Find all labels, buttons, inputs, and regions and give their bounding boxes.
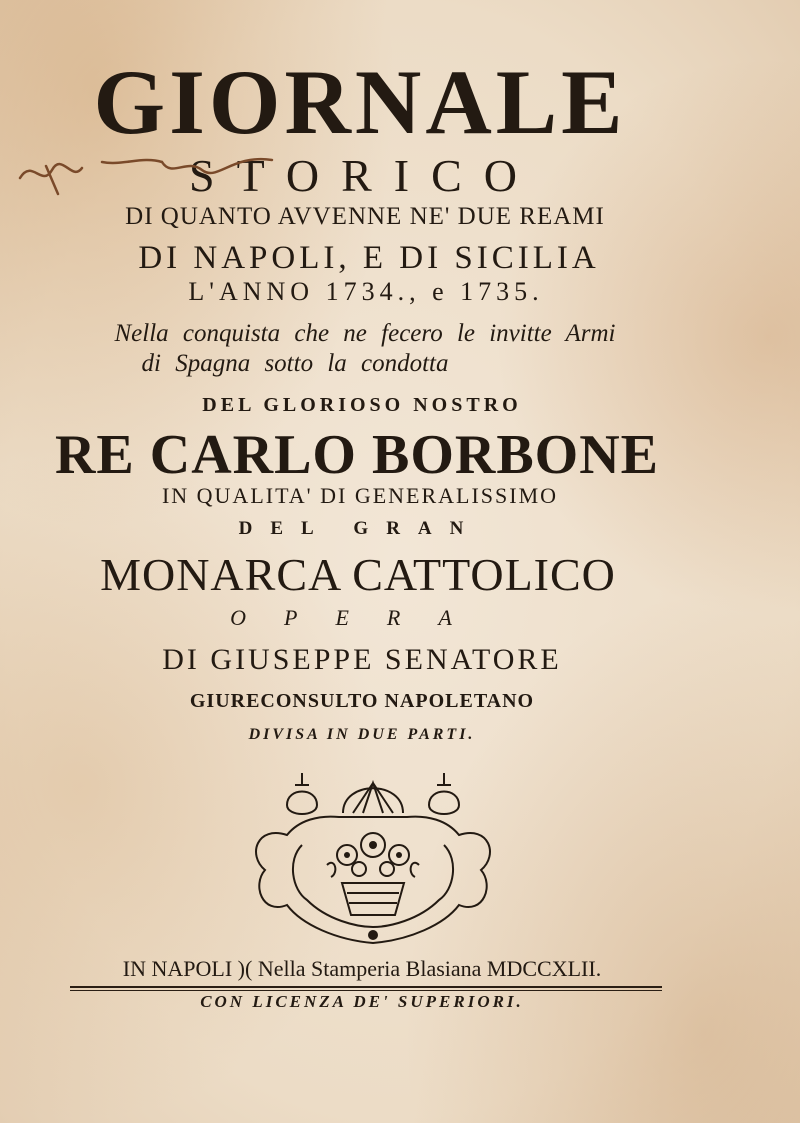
opera-line: OPERA — [230, 605, 490, 630]
subtitle-line-2: DI NAPOLI, E DI SICILIA — [138, 240, 600, 276]
subtitle-line-3: L'ANNO 1734., e 1735. — [188, 277, 544, 306]
handwritten-signature-icon — [12, 148, 292, 198]
author-title-line: GIURECONSULTO NAPOLETANO — [189, 690, 535, 712]
divisa-line: DIVISA IN DUE PARTI. — [248, 726, 476, 743]
title-line-1: GIORNALE — [93, 51, 627, 153]
king-name: RE CARLO BORBONE — [54, 424, 660, 486]
title-line-2: STORICO — [189, 150, 539, 201]
imprint-rule — [70, 986, 662, 988]
italic-line-1: Nella conquista che ne fecero le invitte Armi — [114, 320, 616, 347]
del-gran-line: DEL GRAN — [238, 518, 482, 539]
imprint-line: IN NAPOLI )( Nella Stamperia Blasiana MDCCXLII. — [122, 956, 602, 981]
italic-line-2: di Spagna sotto la condotta — [141, 350, 449, 377]
subtitle-line-1: DI QUANTO AVVENNE NE' DUE REAMI — [125, 203, 605, 230]
del-glorioso-line: DEL GLORIOSO NOSTRO — [202, 394, 522, 416]
floral-basket-ornament-icon — [247, 765, 499, 955]
licenza-line: CON LICENZA DE' SUPERIORI. — [200, 992, 524, 1011]
qualita-line: IN QUALITA' DI GENERALISSIMO — [161, 483, 559, 508]
author-line: DI GIUSEPPE SENATORE — [162, 643, 562, 676]
monarca-line: MONARCA CATTOLICO — [100, 549, 616, 600]
